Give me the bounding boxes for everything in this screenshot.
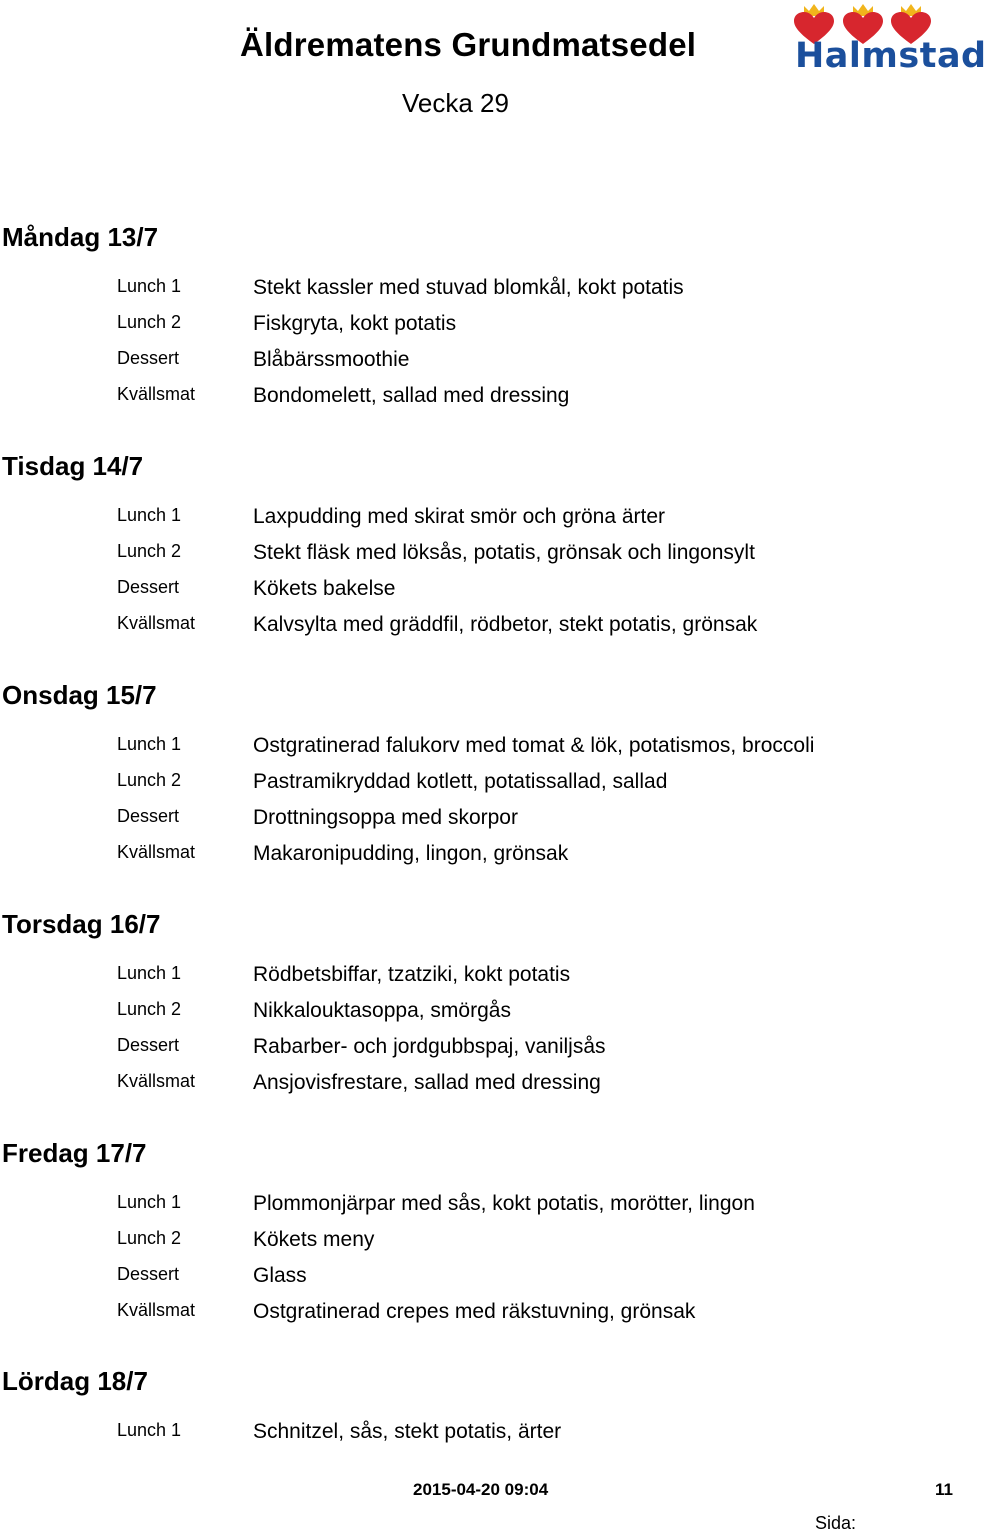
meal-dish: Nikkalouktasoppa, smörgås	[253, 999, 511, 1022]
meal-dish: Plommonjärpar med sås, kokt potatis, morötter, lingon	[253, 1192, 755, 1215]
meal-dish: Ostgratinerad falukorv med tomat & lök, potatismos, broccoli	[253, 734, 815, 757]
meal-label: Dessert	[117, 1035, 180, 1055]
week-label: Vecka 29	[402, 88, 509, 118]
page-title: Äldrematens Grundmatsedel	[240, 26, 697, 63]
meal-dish: Pastramikryddad kotlett, potatissallad, sallad	[253, 770, 668, 793]
footer-timestamp: 2015-04-20 09:04	[413, 1480, 549, 1499]
page-label: Sida:	[815, 1513, 857, 1533]
day-heading: Fredag 17/7	[2, 1138, 147, 1168]
meal-label: Lunch 1	[117, 276, 182, 296]
meal-dish: Bondomelett, sallad med dressing	[253, 384, 570, 407]
meal-label: Kvällsmat	[117, 842, 196, 862]
meal-dish: Fiskgryta, kokt potatis	[253, 312, 457, 335]
meal-label: Kvällsmat	[117, 1300, 196, 1320]
meal-label: Dessert	[117, 577, 180, 597]
meal-dish: Stekt fläsk med löksås, potatis, grönsak och lingonsylt	[253, 541, 755, 564]
meal-dish: Kökets meny	[253, 1228, 375, 1251]
meal-label: Lunch 2	[117, 312, 182, 332]
meal-label: Kvällsmat	[117, 384, 196, 404]
meal-dish: Kalvsylta med gräddfil, rödbetor, stekt potatis, grönsak	[253, 613, 758, 636]
day-heading: Måndag 13/7	[2, 222, 159, 252]
meal-label: Dessert	[117, 348, 180, 368]
meal-dish: Laxpudding med skirat smör och gröna ärter	[253, 505, 666, 528]
meal-label: Lunch 2	[117, 1228, 182, 1248]
meal-label: Lunch 2	[117, 770, 182, 790]
meal-label: Lunch 1	[117, 1420, 182, 1440]
meal-dish: Stekt kassler med stuvad blomkål, kokt potatis	[253, 276, 684, 299]
meal-label: Lunch 1	[117, 734, 182, 754]
day-heading: Torsdag 16/7	[2, 909, 161, 939]
logo-text: Halmstad	[795, 36, 987, 76]
meal-label: Lunch 1	[117, 505, 182, 525]
day-heading: Onsdag 15/7	[2, 680, 157, 710]
meal-label: Dessert	[117, 1264, 180, 1284]
meal-dish: Drottningsoppa med skorpor	[253, 806, 518, 829]
day-heading: Lördag 18/7	[2, 1366, 148, 1396]
meal-label: Lunch 1	[117, 1192, 182, 1212]
meal-dish: Ostgratinerad crepes med räkstuvning, grönsak	[253, 1300, 696, 1323]
meal-label: Kvällsmat	[117, 1071, 196, 1091]
meal-dish: Makaronipudding, lingon, grönsak	[253, 842, 569, 865]
page-number: 11	[935, 1480, 953, 1499]
meal-dish: Blåbärssmoothie	[253, 348, 410, 371]
meal-label: Lunch 2	[117, 999, 182, 1019]
meal-dish: Ansjovisfrestare, sallad med dressing	[253, 1071, 601, 1094]
meal-dish: Glass	[253, 1264, 307, 1287]
day-heading: Tisdag 14/7	[2, 451, 144, 481]
meal-label: Dessert	[117, 806, 180, 826]
meal-dish: Kökets bakelse	[253, 577, 396, 600]
meal-dish: Schnitzel, sås, stekt potatis, ärter	[253, 1420, 562, 1443]
meal-label: Lunch 1	[117, 963, 182, 983]
meal-label: Kvällsmat	[117, 613, 196, 633]
meal-dish: Rödbetsbiffar, tzatziki, kokt potatis	[253, 963, 571, 986]
meal-dish: Rabarber- och jordgubbspaj, vaniljsås	[253, 1035, 606, 1058]
meal-label: Lunch 2	[117, 541, 182, 561]
